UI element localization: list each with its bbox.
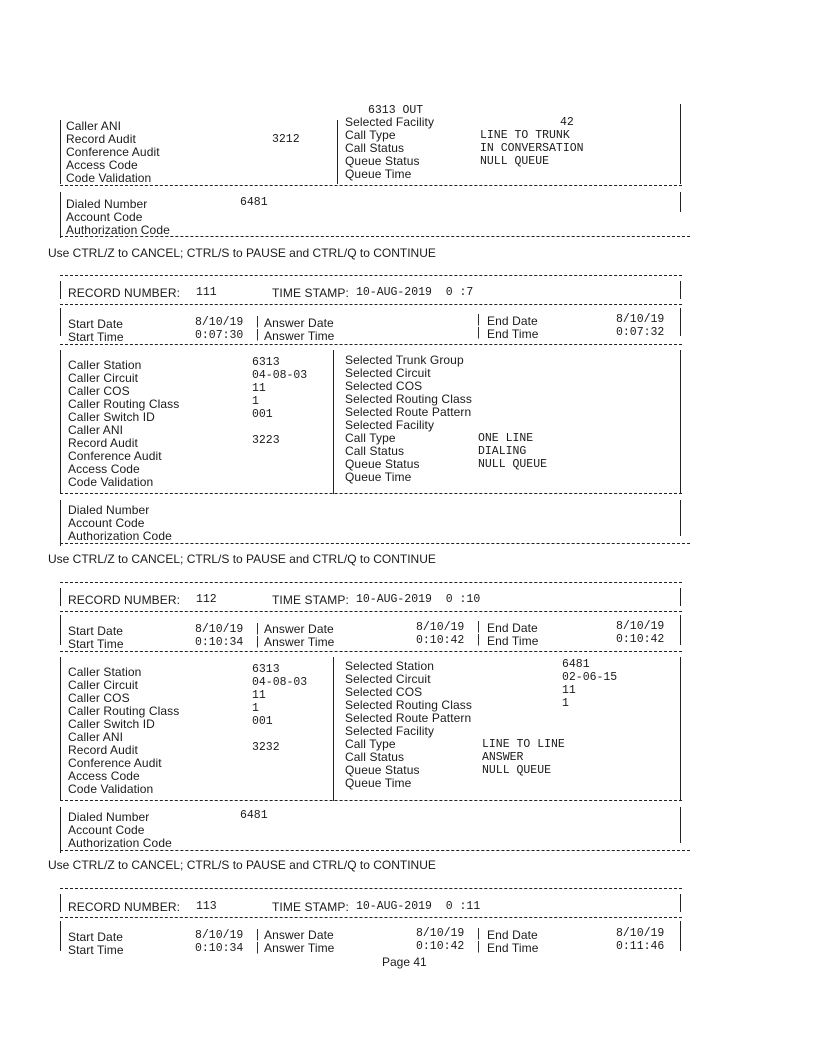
- record-number-label: RECORD NUMBER:: [68, 593, 181, 607]
- conference-audit-label: Conference Audit: [66, 145, 160, 159]
- call-type-label: Call Type: [345, 737, 396, 751]
- border-left: [60, 921, 61, 951]
- caller-switch-id-label: Caller Switch ID: [68, 717, 155, 731]
- caller-switch-id-value: 001: [252, 408, 273, 421]
- border-left: [60, 192, 61, 238]
- end-date-label: End Date: [487, 928, 538, 942]
- caller-ani-label: Caller ANI: [66, 119, 122, 133]
- queue-time-label: Queue Time: [345, 470, 412, 484]
- record-number-value: 111: [196, 286, 217, 299]
- pipe: |: [475, 314, 482, 327]
- border-right: [680, 657, 681, 801]
- start-time-label: Start Time: [68, 943, 124, 957]
- separator: [60, 543, 690, 544]
- end-date-label: End Date: [487, 621, 538, 635]
- call-status-label: Call Status: [345, 141, 405, 155]
- selected-routing-class-label: Selected Routing Class: [345, 392, 472, 406]
- pipe: |: [254, 636, 261, 649]
- call-type-label: Call Type: [345, 128, 396, 142]
- end-date-label: End Date: [487, 314, 538, 328]
- selected-station-value: 6481: [562, 658, 590, 671]
- record-audit-value: 3212: [272, 133, 300, 146]
- border-right: [680, 192, 681, 212]
- separator: [60, 651, 682, 652]
- selected-circuit-value: 02-06-15: [562, 671, 618, 684]
- selected-cos-label: Selected COS: [345, 379, 423, 393]
- call-type-value: LINE TO LINE: [482, 738, 565, 751]
- border-left: [60, 807, 61, 853]
- call-status-value: ANSWER: [482, 751, 524, 764]
- record-audit-label: Record Audit: [68, 436, 138, 450]
- separator: [60, 304, 682, 305]
- border-left: [60, 308, 61, 336]
- caller-cos-value: 11: [252, 689, 266, 702]
- out-line: 6313 OUT: [368, 104, 424, 117]
- time-stamp-label: TIME STAMP:: [272, 286, 349, 300]
- record-number-label: RECORD NUMBER:: [68, 900, 181, 914]
- selected-route-pattern-label: Selected Route Pattern: [345, 405, 472, 419]
- selected-circuit-label: Selected Circuit: [345, 366, 431, 380]
- border-right: [680, 807, 681, 843]
- conference-audit-label: Conference Audit: [68, 756, 162, 770]
- cancel-prompt: Use CTRL/Z to CANCEL; CTRL/S to PAUSE and CTRL/Q to CONTINUE: [48, 552, 436, 566]
- selected-circuit-label: Selected Circuit: [345, 672, 431, 686]
- border-right: [680, 308, 681, 336]
- queue-status-label: Queue Status: [345, 763, 420, 777]
- caller-circuit-value: 04-08-03: [252, 369, 308, 382]
- start-date-label: Start Date: [68, 317, 124, 331]
- caller-switch-id-label: Caller Switch ID: [68, 410, 155, 424]
- code-validation-label: Code Validation: [66, 171, 152, 185]
- border-right: [680, 350, 681, 494]
- caller-routing-class-value: 1: [252, 395, 259, 408]
- end-date-value: 8/10/19: [616, 620, 665, 633]
- border-right: [680, 500, 681, 536]
- account-code-label: Account Code: [66, 210, 143, 224]
- separator: [60, 888, 682, 889]
- selected-facility-value: 42: [560, 116, 574, 129]
- caller-cos-label: Caller COS: [68, 691, 130, 705]
- separator: [60, 611, 682, 612]
- answer-date-label: Answer Date: [264, 316, 334, 330]
- separator: [60, 236, 690, 237]
- selected-cos-value: 11: [562, 684, 576, 697]
- time-stamp-label: TIME STAMP:: [272, 593, 349, 607]
- queue-status-label: Queue Status: [345, 457, 420, 471]
- call-type-value: LINE TO TRUNK: [480, 129, 570, 142]
- end-date-value: 8/10/19: [616, 313, 665, 326]
- call-type-label: Call Type: [345, 431, 396, 445]
- selected-trunk-group-label: Selected Trunk Group: [345, 353, 464, 367]
- border-right: [680, 104, 681, 184]
- record-number-value: 113: [196, 900, 217, 913]
- separator: [60, 493, 682, 494]
- queue-status-label: Queue Status: [345, 154, 420, 168]
- record-number-value: 112: [196, 593, 217, 606]
- call-type-value: ONE LINE: [478, 432, 534, 445]
- dialed-number-label: Dialed Number: [68, 810, 150, 824]
- caller-circuit-label: Caller Circuit: [68, 678, 139, 692]
- column-divider: [337, 120, 338, 184]
- start-time-value: 0:10:34: [195, 636, 244, 649]
- answer-date-value: 8/10/19: [416, 927, 465, 940]
- border-right: [680, 894, 681, 912]
- pipe: |: [475, 327, 482, 340]
- code-validation-label: Code Validation: [68, 782, 154, 796]
- queue-time-label: Queue Time: [345, 776, 412, 790]
- dialed-number-value: 6481: [240, 809, 268, 822]
- time-stamp-label: TIME STAMP:: [272, 900, 349, 914]
- separator: [60, 185, 682, 186]
- answer-time-label: Answer Time: [264, 941, 335, 955]
- border-left: [60, 588, 61, 606]
- record-audit-label: Record Audit: [66, 132, 136, 146]
- separator: [60, 344, 682, 345]
- end-time-value: 0:10:42: [616, 633, 665, 646]
- separator: [60, 275, 682, 276]
- separator: [60, 917, 682, 918]
- caller-circuit-label: Caller Circuit: [68, 371, 139, 385]
- call-status-value: IN CONVERSATION: [480, 142, 584, 155]
- record-audit-value: 3223: [252, 434, 280, 447]
- authorization-code-label: Authorization Code: [66, 223, 170, 237]
- start-time-label: Start Time: [68, 330, 124, 344]
- answer-date-label: Answer Date: [264, 622, 334, 636]
- page-number: Page 41: [382, 955, 427, 969]
- border-left: [60, 894, 61, 912]
- authorization-code-label: Authorization Code: [68, 529, 172, 543]
- time-stamp-value: 10-AUG-2019 0 :11: [356, 900, 481, 913]
- start-time-value: 0:07:30: [195, 329, 244, 342]
- access-code-label: Access Code: [68, 462, 140, 476]
- pipe: |: [254, 623, 261, 636]
- selected-routing-class-label: Selected Routing Class: [345, 698, 472, 712]
- border-right: [680, 921, 681, 951]
- border-left: [60, 120, 61, 184]
- answer-date-value: 8/10/19: [416, 621, 465, 634]
- selected-cos-label: Selected COS: [345, 685, 423, 699]
- start-date-value: 8/10/19: [195, 929, 244, 942]
- end-time-value: 0:11:46: [616, 940, 665, 953]
- start-time-value: 0:10:34: [195, 942, 244, 955]
- caller-ani-label: Caller ANI: [68, 423, 124, 437]
- record-number-label: RECORD NUMBER:: [68, 286, 181, 300]
- border-left: [60, 350, 61, 494]
- end-time-label: End Time: [487, 634, 539, 648]
- time-stamp-value: 10-AUG-2019 0 :10: [356, 593, 481, 606]
- border-left: [60, 500, 61, 546]
- dialed-number-label: Dialed Number: [66, 197, 148, 211]
- caller-routing-class-label: Caller Routing Class: [68, 704, 180, 718]
- cancel-prompt: Use CTRL/Z to CANCEL; CTRL/S to PAUSE and CTRL/Q to CONTINUE: [48, 246, 436, 260]
- end-time-label: End Time: [487, 327, 539, 341]
- access-code-label: Access Code: [68, 769, 140, 783]
- access-code-label: Access Code: [66, 158, 138, 172]
- end-time-value: 0:07:32: [616, 326, 665, 339]
- caller-cos-label: Caller COS: [68, 384, 130, 398]
- start-date-value: 8/10/19: [195, 623, 244, 636]
- pipe: |: [254, 329, 261, 342]
- queue-status-value: NULL QUEUE: [478, 458, 548, 471]
- answer-time-value: 0:10:42: [416, 634, 465, 647]
- separator: [60, 800, 682, 801]
- caller-switch-id-value: 001: [252, 715, 273, 728]
- start-date-label: Start Date: [68, 930, 124, 944]
- dialed-number-label: Dialed Number: [68, 503, 150, 517]
- border-right: [680, 281, 681, 299]
- selected-facility-label: Selected Facility: [345, 418, 435, 432]
- record-audit-value: 3232: [252, 741, 280, 754]
- caller-routing-class-label: Caller Routing Class: [68, 397, 180, 411]
- pipe: |: [475, 621, 482, 634]
- column-divider: [333, 657, 334, 801]
- answer-time-value: 0:10:42: [416, 940, 465, 953]
- separator: [60, 850, 690, 851]
- border-left: [60, 281, 61, 299]
- caller-station-label: Caller Station: [68, 665, 142, 679]
- answer-date-label: Answer Date: [264, 928, 334, 942]
- time-stamp-value: 10-AUG-2019 0 :7: [356, 286, 474, 299]
- answer-time-label: Answer Time: [264, 635, 335, 649]
- call-status-label: Call Status: [345, 750, 405, 764]
- pipe: |: [254, 316, 261, 329]
- selected-route-pattern-label: Selected Route Pattern: [345, 711, 472, 725]
- answer-time-label: Answer Time: [264, 329, 335, 343]
- account-code-label: Account Code: [68, 823, 145, 837]
- authorization-code-label: Authorization Code: [68, 836, 172, 850]
- end-date-value: 8/10/19: [616, 927, 665, 940]
- border-right: [680, 615, 681, 645]
- end-time-label: End Time: [487, 941, 539, 955]
- start-time-label: Start Time: [68, 637, 124, 651]
- column-divider: [333, 350, 334, 494]
- account-code-label: Account Code: [68, 516, 145, 530]
- pipe: |: [475, 941, 482, 954]
- border-left: [60, 657, 61, 801]
- pipe: |: [254, 929, 261, 942]
- queue-status-value: NULL QUEUE: [480, 155, 550, 168]
- selected-routing-class-value: 1: [562, 697, 569, 710]
- caller-station-value: 6313: [252, 663, 280, 676]
- caller-circuit-value: 04-08-03: [252, 676, 308, 689]
- caller-station-value: 6313: [252, 356, 280, 369]
- call-status-label: Call Status: [345, 444, 405, 458]
- dialed-number-value: 6481: [240, 196, 268, 209]
- queue-status-value: NULL QUEUE: [482, 764, 552, 777]
- selected-facility-label: Selected Facility: [345, 724, 435, 738]
- selected-station-label: Selected Station: [345, 659, 434, 673]
- caller-ani-label: Caller ANI: [68, 730, 124, 744]
- queue-time-label: Queue Time: [345, 167, 412, 181]
- start-date-label: Start Date: [68, 624, 124, 638]
- call-status-value: DIALING: [478, 445, 527, 458]
- code-validation-label: Code Validation: [68, 475, 154, 489]
- cancel-prompt: Use CTRL/Z to CANCEL; CTRL/S to PAUSE and CTRL/Q to CONTINUE: [48, 858, 436, 872]
- pipe: |: [475, 634, 482, 647]
- caller-cos-value: 11: [252, 382, 266, 395]
- caller-routing-class-value: 1: [252, 702, 259, 715]
- record-audit-label: Record Audit: [68, 743, 138, 757]
- caller-station-label: Caller Station: [68, 358, 142, 372]
- conference-audit-label: Conference Audit: [68, 449, 162, 463]
- pipe: |: [254, 942, 261, 955]
- start-date-value: 8/10/19: [195, 316, 244, 329]
- border-left: [60, 615, 61, 645]
- selected-facility-label: Selected Facility: [345, 115, 435, 129]
- separator: [60, 582, 682, 583]
- pipe: |: [475, 928, 482, 941]
- border-right: [680, 588, 681, 606]
